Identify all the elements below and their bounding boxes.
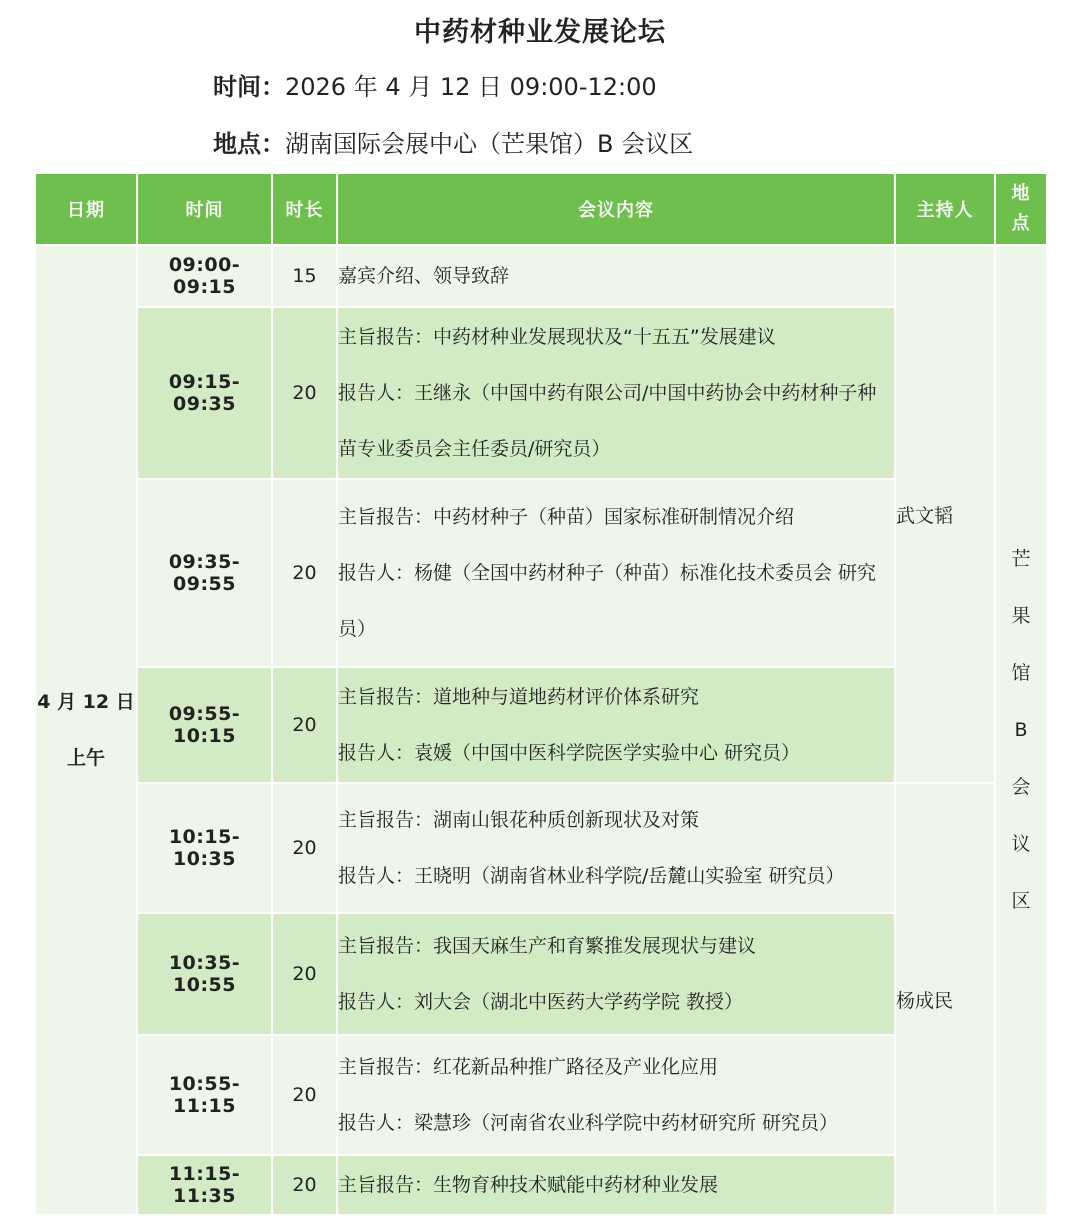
time-value: 2026 年 4 月 12 日 09:00-12:00: [285, 73, 657, 101]
place-label: 地点：: [213, 130, 285, 158]
duration-cell: 20: [272, 1155, 337, 1215]
header-content: 会议内容: [337, 173, 895, 245]
time-cell: 09:15-09:35: [137, 307, 272, 479]
place-cell: 芒 果 馆 B 会 议 区: [995, 245, 1047, 1215]
content-cell: 主旨报告：中药材种子（种苗）国家标准研制情况介绍 报告人：杨健（全国中药材种子（种苗）标准化技术委员会 研究 员）: [337, 479, 895, 667]
time-cell: 11:15-11:35: [137, 1155, 272, 1215]
duration-cell: 20: [272, 783, 337, 913]
page-title: 中药材种业发展论坛: [414, 17, 666, 48]
host-cell: 杨成民: [895, 783, 995, 1215]
table-row: [35, 245, 1047, 307]
content-cell: 主旨报告：生物育种技术赋能中药材种业发展: [337, 1155, 895, 1215]
time-cell: 10:55-11:15: [137, 1035, 272, 1155]
event-place: [213, 124, 693, 164]
duration-cell: 15: [272, 245, 337, 307]
time-cell: 09:35-09:55: [137, 479, 272, 667]
event-time: [213, 67, 657, 107]
table-row: [35, 783, 1047, 913]
content-cell: 主旨报告：湖南山银花种质创新现状及对策 报告人：王晓明（湖南省林业科学院/岳麓山实验室 研究员）: [337, 783, 895, 913]
place-value: 湖南国际会展中心（芒果馆）B 会议区: [285, 130, 694, 158]
duration-cell: 20: [272, 307, 337, 479]
duration-cell: 20: [272, 913, 337, 1035]
header-place: 地 点: [995, 173, 1047, 245]
header-row: [35, 173, 1047, 245]
time-cell: 10:15-10:35: [137, 783, 272, 913]
time-cell: 09:00-09:15: [137, 245, 272, 307]
content-cell: 主旨报告：中药材种业发展现状及“十五五”发展建议 报告人：王继永（中国中药有限公司/中国中药协会中药材种子种 苗专业委员会主任委员/研究员）: [337, 307, 895, 479]
duration-cell: 20: [272, 479, 337, 667]
content-cell: 主旨报告：我国天麻生产和育繁推发展现状与建议 报告人：刘大会（湖北中医药大学药学院 教授）: [337, 913, 895, 1035]
date-cell: 4 月 12 日 上午: [35, 245, 137, 1215]
header-time: 时间: [137, 173, 272, 245]
time-label: 时间：: [213, 73, 285, 101]
content-cell: 主旨报告：道地种与道地药材评价体系研究 报告人：袁媛（中国中医科学院医学实验中心 研究员）: [337, 667, 895, 783]
host-cell: 武文韬: [895, 245, 995, 783]
header-duration: 时长: [272, 173, 337, 245]
content-cell: 嘉宾介绍、领导致辞: [337, 245, 895, 307]
duration-cell: 20: [272, 1035, 337, 1155]
header-host: 主持人: [895, 173, 995, 245]
content-cell: 主旨报告：红花新品种推广路径及产业化应用 报告人：梁慧珍（河南省农业科学院中药材研究所 研究员）: [337, 1035, 895, 1155]
time-cell: 09:55-10:15: [137, 667, 272, 783]
duration-cell: 20: [272, 667, 337, 783]
schedule-table: [34, 172, 1048, 1216]
time-cell: 10:35-10:55: [137, 913, 272, 1035]
header-date: 日期: [35, 173, 137, 245]
